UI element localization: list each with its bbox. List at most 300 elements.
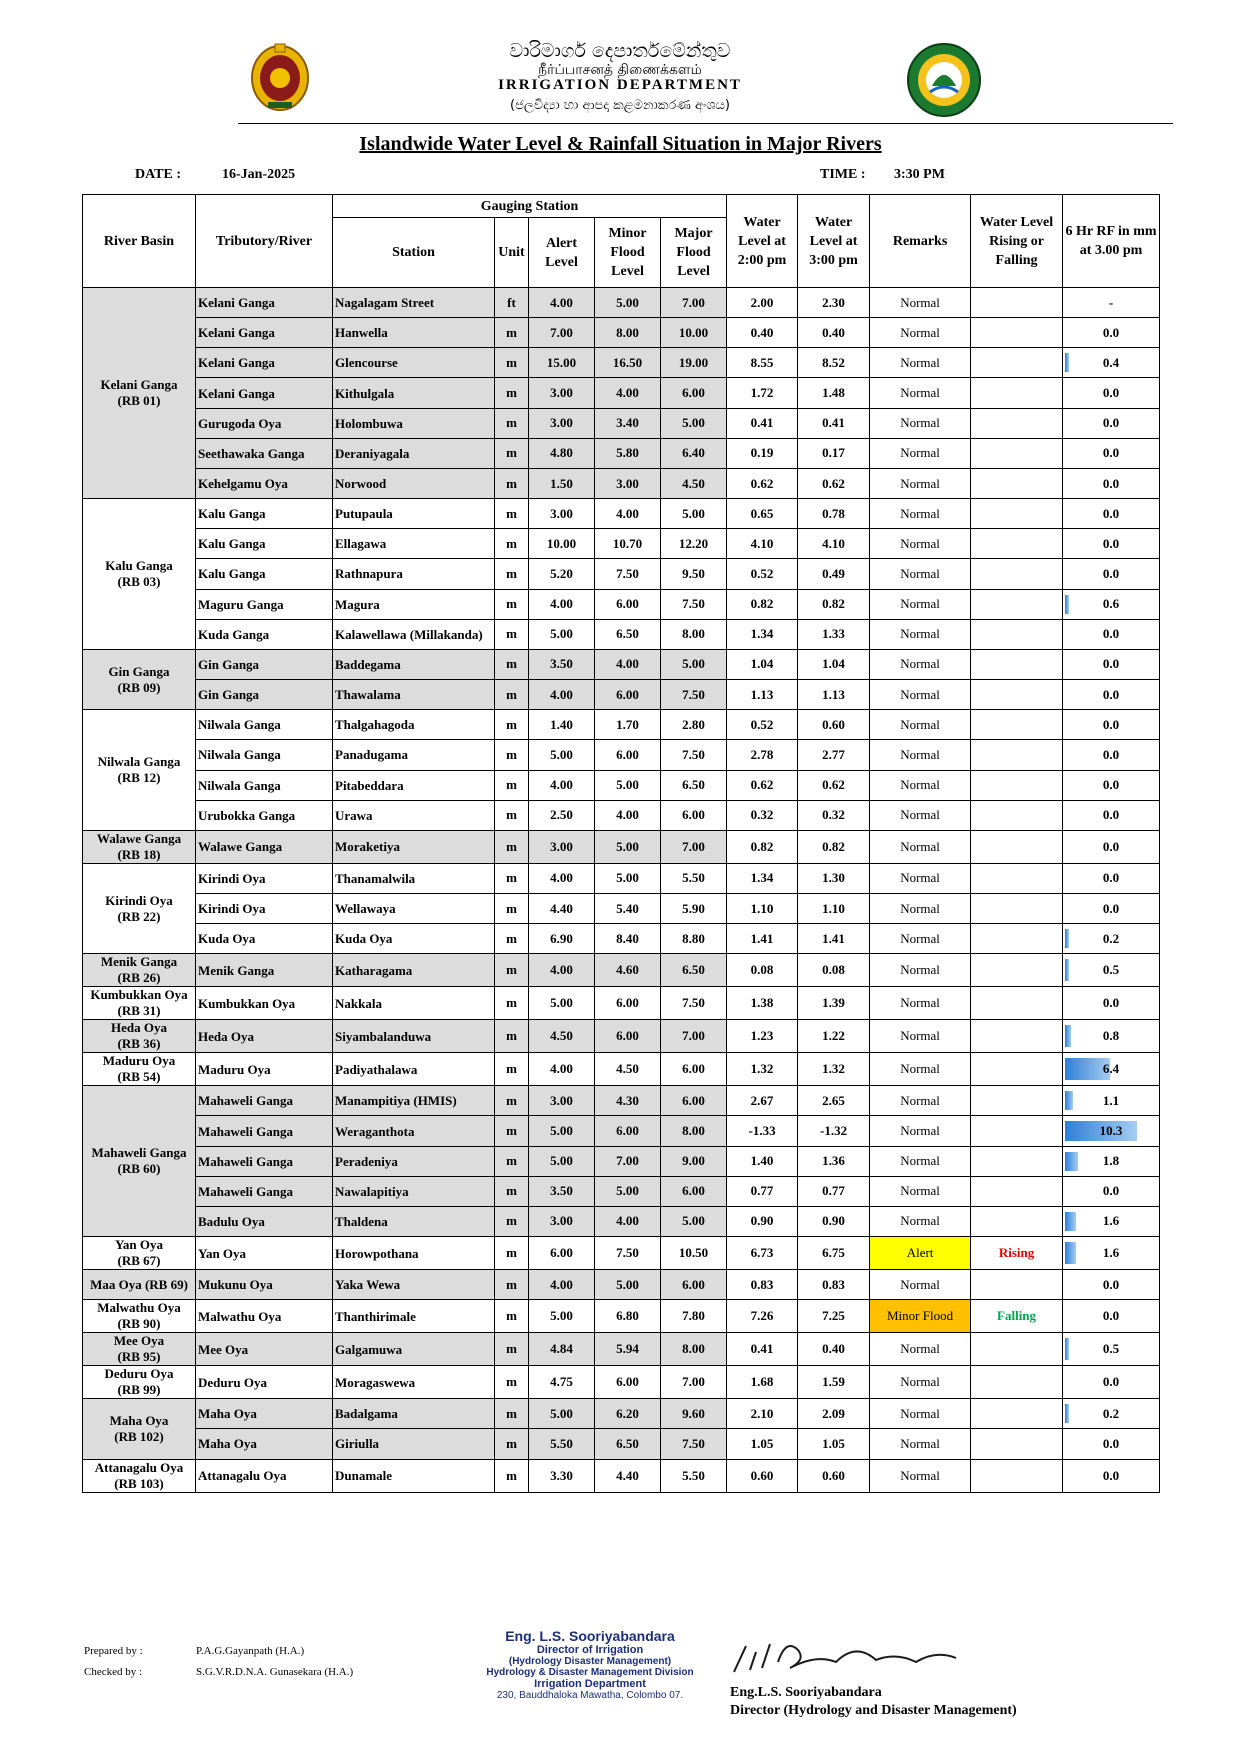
unit-cell: m [495, 649, 529, 679]
rainfall-cell [1063, 954, 1160, 987]
minor-flood-cell: 4.00 [595, 499, 661, 529]
rainfall-cell [1063, 438, 1160, 468]
station-cell: Padiyathalawa [333, 1053, 495, 1086]
remarks-cell: Normal [870, 1459, 971, 1492]
rainfall-value: 0.0 [1102, 626, 1120, 642]
river-basin-code: (RB 67) [117, 1253, 161, 1269]
water-level-3pm-cell: 7.25 [798, 1300, 870, 1333]
remarks-cell: Normal [870, 1176, 971, 1206]
station-cell: Moragaswewa [333, 1366, 495, 1399]
rainfall-cell [1063, 1146, 1160, 1176]
rainfall-cell [1063, 987, 1160, 1020]
table-row [83, 987, 1160, 1020]
river-basin-name: Kumbukkan Oya [90, 987, 188, 1003]
major-flood-cell: 19.00 [661, 348, 727, 378]
major-flood-cell: 9.50 [661, 559, 727, 589]
water-level-3pm-cell: 1.13 [798, 680, 870, 710]
river-basin-name: Kelani Ganga [100, 377, 178, 393]
remarks-cell: Normal [870, 438, 971, 468]
major-flood-cell: 2.80 [661, 710, 727, 740]
table-row [83, 1206, 1160, 1236]
river-basin-name: Gin Ganga [108, 663, 170, 679]
alert-level-cell: 5.00 [529, 740, 595, 770]
station-cell: Thanthirimale [333, 1300, 495, 1333]
water-level-3pm-cell: 0.60 [798, 710, 870, 740]
alert-level-cell: 3.00 [529, 499, 595, 529]
major-flood-cell: 7.50 [661, 589, 727, 619]
minor-flood-cell: 5.80 [595, 438, 661, 468]
water-level-3pm-cell: 0.49 [798, 559, 870, 589]
water-level-3pm-cell: 0.82 [798, 830, 870, 863]
unit-cell: m [495, 378, 529, 408]
rainfall-bar [1065, 1091, 1073, 1110]
station-cell: Holombuwa [333, 408, 495, 438]
stamp-address: 230, Bauddhaloka Mawatha, Colombo 07. [496, 1690, 684, 1701]
water-level-3pm-cell: 0.40 [798, 318, 870, 348]
col-station: Station [333, 218, 495, 288]
alert-level-cell: 7.00 [529, 318, 595, 348]
river-basin-code: (RB 54) [117, 1069, 161, 1085]
minor-flood-cell: 1.70 [595, 710, 661, 740]
station-cell: Thanamalwila [333, 863, 495, 893]
station-cell: Magura [333, 589, 495, 619]
station-cell: Kuda Oya [333, 924, 495, 954]
minor-flood-cell: 6.00 [595, 589, 661, 619]
unit-cell: m [495, 893, 529, 923]
water-level-2pm-cell: 1.72 [727, 378, 798, 408]
minor-flood-cell: 7.00 [595, 1146, 661, 1176]
major-flood-cell: 7.50 [661, 740, 727, 770]
table-row [83, 589, 1160, 619]
rainfall-value: 0.0 [1102, 535, 1120, 551]
minor-flood-cell: 6.00 [595, 1116, 661, 1146]
table-body [83, 288, 1160, 1493]
station-cell: Kithulgala [333, 378, 495, 408]
river-basin-name: Mee Oya [113, 1333, 165, 1349]
minor-flood-cell: 5.00 [595, 1176, 661, 1206]
station-cell: Pitabeddara [333, 770, 495, 800]
tributary-cell: Urubokka Ganga [196, 800, 333, 830]
rainfall-value: 0.0 [1102, 1276, 1120, 1292]
trend-cell: Falling [971, 1300, 1063, 1333]
river-basin-cell [83, 863, 196, 953]
water-level-2pm-cell: 1.40 [727, 1146, 798, 1176]
col-alert-level: Alert Level [529, 218, 595, 288]
rainfall-value: 0.0 [1102, 1374, 1120, 1390]
trend-cell [971, 954, 1063, 987]
minor-flood-cell: 4.00 [595, 1206, 661, 1236]
remarks-cell: Normal [870, 893, 971, 923]
col-rainfall: 6 Hr RF in mm at 3.00 pm [1063, 195, 1160, 288]
trend-cell [971, 1020, 1063, 1053]
trend-cell [971, 680, 1063, 710]
water-level-2pm-cell: -1.33 [727, 1116, 798, 1146]
alert-level-cell: 5.20 [529, 559, 595, 589]
major-flood-cell: 8.00 [661, 1116, 727, 1146]
table-row [83, 1116, 1160, 1146]
water-level-2pm-cell: 0.65 [727, 499, 798, 529]
minor-flood-cell: 5.94 [595, 1333, 661, 1366]
tributary-cell: Maguru Ganga [196, 589, 333, 619]
rainfall-cell [1063, 1086, 1160, 1116]
rainfall-cell [1063, 1399, 1160, 1429]
rainfall-cell [1063, 800, 1160, 830]
table-row [83, 863, 1160, 893]
table-row [83, 438, 1160, 468]
alert-level-cell: 4.40 [529, 893, 595, 923]
trend-cell [971, 1333, 1063, 1366]
remarks-cell: Normal [870, 378, 971, 408]
official-stamp [470, 1628, 710, 1701]
water-level-2pm-cell: 0.32 [727, 800, 798, 830]
station-cell: Rathnapura [333, 559, 495, 589]
minor-flood-cell: 6.00 [595, 1020, 661, 1053]
remarks-cell: Normal [870, 830, 971, 863]
water-level-3pm-cell: 2.30 [798, 288, 870, 318]
water-level-3pm-cell: 4.10 [798, 529, 870, 559]
rainfall-bar [1065, 1212, 1076, 1231]
alert-level-cell: 10.00 [529, 529, 595, 559]
unit-cell: m [495, 318, 529, 348]
river-basin-code: (RB 12) [117, 770, 161, 785]
rainfall-bar [1065, 353, 1069, 372]
rainfall-value: 0.0 [1102, 445, 1120, 461]
table-row [83, 348, 1160, 378]
river-basin-name: Heda Oya [111, 1020, 167, 1036]
station-cell: Glencourse [333, 348, 495, 378]
rainfall-cell [1063, 649, 1160, 679]
unit-cell: m [495, 559, 529, 589]
station-cell: Hanwella [333, 318, 495, 348]
rainfall-bar [1065, 1242, 1076, 1264]
rainfall-value: 0.0 [1102, 995, 1120, 1011]
water-level-2pm-cell: 8.55 [727, 348, 798, 378]
unit-cell: m [495, 1399, 529, 1429]
major-flood-cell: 5.00 [661, 1206, 727, 1236]
water-level-2pm-cell: 4.10 [727, 529, 798, 559]
trend-cell [971, 1176, 1063, 1206]
unit-cell: m [495, 1366, 529, 1399]
remarks-cell: Normal [870, 348, 971, 378]
water-level-2pm-cell: 0.82 [727, 830, 798, 863]
table-row [83, 680, 1160, 710]
unit-cell: m [495, 680, 529, 710]
unit-cell: m [495, 1333, 529, 1366]
table-row [83, 800, 1160, 830]
major-flood-cell: 7.50 [661, 987, 727, 1020]
rainfall-value: 0.0 [1102, 686, 1120, 702]
rainfall-cell [1063, 1237, 1160, 1270]
water-level-3pm-cell: 1.48 [798, 378, 870, 408]
river-basin-cell [83, 1300, 196, 1333]
river-basin-code: (RB 09) [117, 679, 161, 695]
trend-cell [971, 499, 1063, 529]
river-basin-cell [83, 710, 196, 831]
unit-cell: m [495, 1146, 529, 1176]
remarks-cell: Normal [870, 1020, 971, 1053]
header-division: (ජලවිද්‍යා හා ආපදා කළමනාකරණ අංශය) [510, 98, 730, 113]
river-basin-cell [83, 1333, 196, 1366]
table-row [83, 288, 1160, 318]
tributary-cell: Badulu Oya [196, 1206, 333, 1236]
water-level-3pm-cell: 1.10 [798, 893, 870, 923]
remarks-cell: Normal [870, 408, 971, 438]
minor-flood-cell: 4.40 [595, 1459, 661, 1492]
minor-flood-cell: 3.00 [595, 468, 661, 498]
alert-level-cell: 3.00 [529, 1206, 595, 1236]
table-row [83, 1053, 1160, 1086]
remarks-cell: Alert [870, 1237, 971, 1270]
signature [726, 1632, 996, 1682]
minor-flood-cell: 5.40 [595, 893, 661, 923]
tributary-cell: Kalu Ganga [196, 559, 333, 589]
tributary-cell: Kelani Ganga [196, 378, 333, 408]
minor-flood-cell: 6.20 [595, 1399, 661, 1429]
river-basin-cell [83, 987, 196, 1020]
rainfall-value: 0.2 [1102, 930, 1120, 946]
minor-flood-cell: 6.00 [595, 987, 661, 1020]
rainfall-cell [1063, 770, 1160, 800]
minor-flood-cell: 6.80 [595, 1300, 661, 1333]
remarks-cell: Normal [870, 1399, 971, 1429]
river-basin-code: (RB 102) [114, 1428, 164, 1444]
water-level-2pm-cell: 0.19 [727, 438, 798, 468]
station-cell: Thaldena [333, 1206, 495, 1236]
major-flood-cell: 6.00 [661, 800, 727, 830]
col-water-level-3pm: Water Level at 3:00 pm [798, 195, 870, 288]
unit-cell: m [495, 1300, 529, 1333]
tributary-cell: Maha Oya [196, 1399, 333, 1429]
table-row [83, 770, 1160, 800]
minor-flood-cell: 4.00 [595, 378, 661, 408]
river-basin-name: Deduru Oya [104, 1366, 174, 1382]
remarks-cell: Normal [870, 1206, 971, 1236]
remarks-cell: Normal [870, 318, 971, 348]
alert-level-cell: 4.00 [529, 288, 595, 318]
trend-cell [971, 348, 1063, 378]
rainfall-value: 0.0 [1102, 385, 1120, 401]
major-flood-cell: 6.00 [661, 1053, 727, 1086]
station-cell: Siyambalanduwa [333, 1020, 495, 1053]
rainfall-bar [1065, 1404, 1069, 1423]
river-basin-cell [83, 1366, 196, 1399]
remarks-cell: Normal [870, 1270, 971, 1300]
river-basin-cell [83, 830, 196, 863]
major-flood-cell: 6.40 [661, 438, 727, 468]
tributary-cell: Mahaweli Ganga [196, 1176, 333, 1206]
remarks-cell: Normal [870, 499, 971, 529]
water-level-3pm-cell: 2.77 [798, 740, 870, 770]
water-level-2pm-cell: 0.62 [727, 770, 798, 800]
water-level-2pm-cell: 1.32 [727, 1053, 798, 1086]
water-level-2pm-cell: 1.04 [727, 649, 798, 679]
table-row [83, 740, 1160, 770]
river-basin-code: (RB 31) [117, 1003, 161, 1019]
time-value: 3:30 PM [894, 167, 945, 182]
water-level-2pm-cell: 0.52 [727, 710, 798, 740]
rainfall-cell [1063, 740, 1160, 770]
unit-cell: m [495, 1206, 529, 1236]
minor-flood-cell: 16.50 [595, 348, 661, 378]
trend-cell: Rising [971, 1237, 1063, 1270]
water-level-3pm-cell: 0.77 [798, 1176, 870, 1206]
river-basin-code: (RB 18) [117, 846, 161, 862]
station-cell: Dunamale [333, 1459, 495, 1492]
time-label: TIME : [820, 167, 866, 182]
checked-label: Checked by : [84, 1666, 143, 1678]
remarks-cell: Normal [870, 1366, 971, 1399]
table-row [83, 1086, 1160, 1116]
alert-level-cell: 4.00 [529, 863, 595, 893]
rainfall-value: 0.0 [1102, 838, 1120, 854]
trend-cell [971, 863, 1063, 893]
minor-flood-cell: 6.00 [595, 1366, 661, 1399]
remarks-cell: Normal [870, 954, 971, 987]
remarks-cell: Normal [870, 770, 971, 800]
alert-level-cell: 5.00 [529, 1300, 595, 1333]
alert-level-cell: 3.00 [529, 378, 595, 408]
water-level-3pm-cell: 1.36 [798, 1146, 870, 1176]
station-cell: Ellagawa [333, 529, 495, 559]
tributary-cell: Mukunu Oya [196, 1270, 333, 1300]
river-basin-code: (RB 22) [117, 908, 161, 924]
major-flood-cell: 6.50 [661, 954, 727, 987]
stamp-line3: Hydrology & Disaster Management Division [486, 1667, 694, 1678]
major-flood-cell: 6.50 [661, 770, 727, 800]
trend-cell [971, 468, 1063, 498]
water-level-3pm-cell: 0.08 [798, 954, 870, 987]
remarks-cell: Normal [870, 680, 971, 710]
minor-flood-cell: 8.40 [595, 924, 661, 954]
date-label: DATE : [135, 167, 182, 182]
trend-cell [971, 1270, 1063, 1300]
trend-cell [971, 1086, 1063, 1116]
station-cell: Moraketiya [333, 830, 495, 863]
page-title: Islandwide Water Level & Rainfall Situation in Major Rivers [359, 133, 882, 155]
rainfall-value: 1.1 [1102, 1092, 1120, 1108]
trend-cell [971, 1429, 1063, 1459]
alert-level-cell: 3.30 [529, 1459, 595, 1492]
trend-cell [971, 830, 1063, 863]
river-basin-code: (RB 01) [117, 393, 161, 409]
alert-level-cell: 3.50 [529, 1176, 595, 1206]
rainfall-value: 0.6 [1102, 596, 1120, 612]
major-flood-cell: 10.00 [661, 318, 727, 348]
water-level-3pm-cell: 1.22 [798, 1020, 870, 1053]
unit-cell: m [495, 1237, 529, 1270]
tributary-cell: Yan Oya [196, 1237, 333, 1270]
minor-flood-cell: 7.50 [595, 1237, 661, 1270]
prepared-label: Prepared by : [84, 1645, 143, 1657]
trend-cell [971, 438, 1063, 468]
tributary-cell: Deduru Oya [196, 1366, 333, 1399]
major-flood-cell: 4.50 [661, 468, 727, 498]
rainfall-cell [1063, 680, 1160, 710]
water-level-2pm-cell: 2.00 [727, 288, 798, 318]
station-cell: Deraniyagala [333, 438, 495, 468]
minor-flood-cell: 5.00 [595, 1270, 661, 1300]
remarks-cell: Normal [870, 1086, 971, 1116]
river-basin-code: (RB 95) [117, 1349, 161, 1365]
major-flood-cell: 5.50 [661, 863, 727, 893]
alert-level-cell: 2.50 [529, 800, 595, 830]
water-level-3pm-cell: 0.83 [798, 1270, 870, 1300]
trend-cell [971, 288, 1063, 318]
water-level-2pm-cell: 2.10 [727, 1399, 798, 1429]
station-cell: Yaka Wewa [333, 1270, 495, 1300]
unit-cell: m [495, 468, 529, 498]
table-row [83, 468, 1160, 498]
station-cell: Norwood [333, 468, 495, 498]
water-level-3pm-cell: 1.59 [798, 1366, 870, 1399]
rainfall-value: 0.2 [1102, 1405, 1120, 1421]
major-flood-cell: 5.00 [661, 649, 727, 679]
water-level-2pm-cell: 6.73 [727, 1237, 798, 1270]
signatory-name: Eng.L.S. Sooriyabandara [730, 1685, 882, 1700]
alert-level-cell: 3.50 [529, 649, 595, 679]
rainfall-bar [1065, 959, 1069, 981]
remarks-cell: Normal [870, 649, 971, 679]
major-flood-cell: 12.20 [661, 529, 727, 559]
remarks-cell: Normal [870, 987, 971, 1020]
river-basin-code: (RB 103) [114, 1475, 164, 1491]
trend-cell [971, 649, 1063, 679]
rainfall-value: - [1108, 294, 1114, 310]
rainfall-value: 1.8 [1102, 1153, 1120, 1169]
minor-flood-cell: 10.70 [595, 529, 661, 559]
river-basin-name: Menik Ganga [100, 954, 178, 970]
tributary-cell: Nilwala Ganga [196, 770, 333, 800]
alert-level-cell: 5.00 [529, 1116, 595, 1146]
minor-flood-cell: 5.00 [595, 830, 661, 863]
river-basin-name: Kirindi Oya [105, 892, 173, 908]
station-cell: Galgamuwa [333, 1333, 495, 1366]
remarks-cell: Normal [870, 1333, 971, 1366]
rainfall-cell [1063, 378, 1160, 408]
table-row [83, 1366, 1160, 1399]
water-level-2pm-cell: 0.82 [727, 589, 798, 619]
station-cell: Thawalama [333, 680, 495, 710]
tributary-cell: Kumbukkan Oya [196, 987, 333, 1020]
prepared-name: P.A.G.Gayanpath (H.A.) [196, 1645, 305, 1657]
river-basin-code: (RB 36) [117, 1036, 161, 1052]
unit-cell: m [495, 1053, 529, 1086]
trend-cell [971, 1459, 1063, 1492]
rainfall-cell [1063, 863, 1160, 893]
table-row [83, 408, 1160, 438]
alert-level-cell: 4.00 [529, 770, 595, 800]
header-divider [238, 123, 1173, 124]
rainfall-bar [1065, 929, 1069, 948]
rainfall-cell [1063, 619, 1160, 649]
minor-flood-cell: 3.40 [595, 408, 661, 438]
minor-flood-cell: 4.60 [595, 954, 661, 987]
water-level-2pm-cell: 1.05 [727, 1429, 798, 1459]
river-basin-cell [83, 1053, 196, 1086]
water-level-3pm-cell: 2.09 [798, 1399, 870, 1429]
river-basin-code: (RB 03) [117, 573, 161, 589]
river-basin-name: Maa Oya (RB 69) [90, 1276, 188, 1292]
minor-flood-cell: 4.00 [595, 800, 661, 830]
table-row [83, 559, 1160, 589]
minor-flood-cell: 5.00 [595, 288, 661, 318]
date-value: 16-Jan-2025 [222, 167, 296, 182]
col-minor-flood-level: Minor Flood Level [595, 218, 661, 288]
water-level-2pm-cell: 2.67 [727, 1086, 798, 1116]
tributary-cell: Menik Ganga [196, 954, 333, 987]
tributary-cell: Nilwala Ganga [196, 740, 333, 770]
river-basin-name: Yan Oya [114, 1237, 164, 1253]
